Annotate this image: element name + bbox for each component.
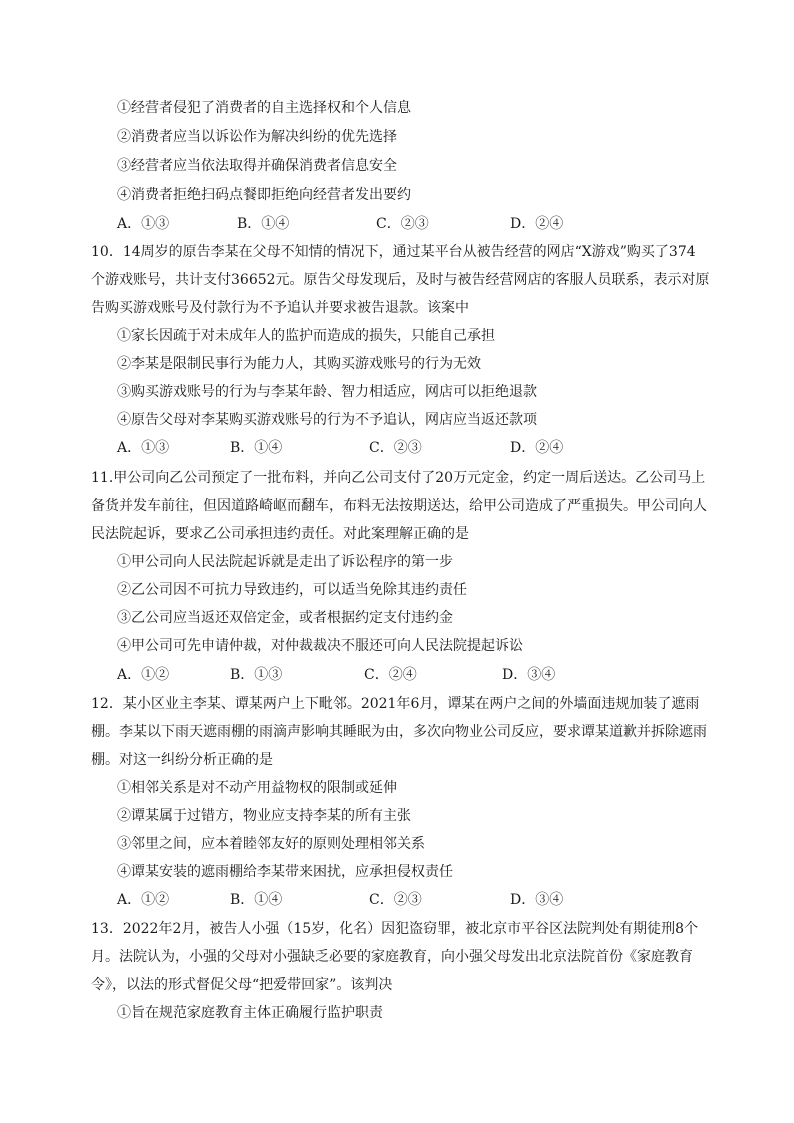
q11-stem-line-1: 11.甲公司向乙公司预定了一批布料，并向乙公司支付了20万元定金，约定一周后送达。乙公司马上 (91, 470, 706, 486)
q11-answer-c: C．②④ (364, 667, 417, 683)
q13-stem-line-2: 月。法院认为，小强的父母对小强缺乏必要的家庭教育，向小强父母发出北京法院首份《家庭教育 (91, 949, 693, 965)
q10-stem-line-1: 10．14周岁的原告李某在父母不知情的情况下，通过某平台从被告经营的网店“X游戏”购买了374 (91, 244, 696, 260)
q12-option-3: ③邻里之间，应本着睦邻友好的原则处理相邻关系 (117, 836, 425, 852)
q9-answer-c: C．②③ (376, 216, 429, 232)
q9-answer-b: B．①④ (237, 216, 290, 232)
q10-option-2: ②李某是限制民事行为能力人，其购买游戏账号的行为无效 (117, 356, 481, 372)
q11-answer-a: A．①② (117, 667, 170, 683)
q12-option-1: ①相邻关系是对不动产用益物权的限制或延伸 (117, 780, 397, 796)
q9-answer-a: A．①③ (117, 216, 170, 232)
q9-option-2: ②消费者应当以诉讼作为解决纠纷的优先选择 (117, 129, 397, 145)
q13-stem-line-1: 13．2022年2月，被告人小强（15岁，化名）因犯盗窃罪，被北京市平谷区法院判处有期徒刑8个 (91, 921, 699, 937)
q11-option-4: ④甲公司可先申请仲裁，对仲裁裁决不服还可向人民法院提起诉讼 (117, 638, 523, 654)
q10-option-4: ④原告父母对李某购买游戏账号的行为不予追认，网店应当返还款项 (117, 412, 537, 428)
q10-option-3: ③购买游戏账号的行为与李某年龄、智力相适应，网店可以拒绝退款 (117, 384, 537, 400)
q12-answer-c: C．②③ (369, 892, 422, 908)
q12-answer-d: D．③④ (510, 892, 564, 908)
q9-option-1: ①经营者侵犯了消费者的自主选择权和个人信息 (117, 100, 411, 116)
q9-option-3: ③经营者应当依法取得并确保消费者信息安全 (117, 158, 397, 174)
q10-answer-d: D．②④ (510, 440, 564, 456)
q9-option-4: ④消费者拒绝扫码点餐即拒绝向经营者发出要约 (117, 187, 411, 203)
q9-answer-d: D．②④ (510, 216, 564, 232)
q13-option-1: ①旨在规范家庭教育主体正确履行监护职责 (117, 1005, 383, 1021)
q12-answer-a: A．①② (117, 892, 170, 908)
q12-answer-b: B．①④ (230, 892, 283, 908)
q12-stem-line-3: 棚。对这一纠纷分析正确的是 (91, 752, 273, 768)
q11-answer-d: D．③④ (502, 667, 556, 683)
q12-stem-line-2: 棚。李某以下雨天遮雨棚的雨滴声影响其睡眠为由，多次向物业公司反应，要求谭某道歉并拆除遮雨 (91, 724, 707, 740)
q13-stem-line-3: 令》，以法的形式督促父母“把爱带回家”。该判决 (91, 977, 393, 993)
q10-stem-line-3: 告购买游戏账号及付款行为不予追认并要求被告退款。该案中 (91, 300, 469, 316)
q11-stem-line-2: 备货并发车前往，但因道路崎岖而翻车，布料无法按期送达，给甲公司造成了严重损失。甲公司向人 (91, 498, 707, 514)
q10-answer-b: B．①④ (230, 440, 283, 456)
q10-answer-a: A．①③ (117, 440, 170, 456)
q12-option-2: ②谭某属于过错方，物业应支持李某的所有主张 (117, 808, 411, 824)
q11-option-1: ①甲公司向人民法院起诉就是走出了诉讼程序的第一步 (117, 554, 453, 570)
q11-stem-line-3: 民法院起诉，要求乙公司承担违约责任。对此案理解正确的是 (91, 526, 469, 542)
q11-option-2: ②乙公司因不可抗力导致违约，可以适当免除其违约责任 (117, 582, 467, 598)
q10-answer-c: C．②③ (369, 440, 422, 456)
q10-stem-line-2: 个游戏账号，共计支付36652元。原告父母发现后，及时与被告经营网店的客服人员联系，表示对原 (91, 272, 710, 288)
q11-option-3: ③乙公司应当返还双倍定金，或者根据约定支付违约金 (117, 610, 453, 626)
q12-stem-line-1: 12．某小区业主李某、谭某两户上下毗邻。2021年6月，谭某在两户之间的外墙面违规加装了遮雨 (91, 696, 700, 712)
q11-answer-b: B．①③ (230, 667, 283, 683)
q10-option-1: ①家长因疏于对未成年人的监护而造成的损失，只能自己承担 (117, 328, 495, 344)
q12-option-4: ④谭某安装的遮雨棚给李某带来困扰，应承担侵权责任 (117, 864, 453, 880)
